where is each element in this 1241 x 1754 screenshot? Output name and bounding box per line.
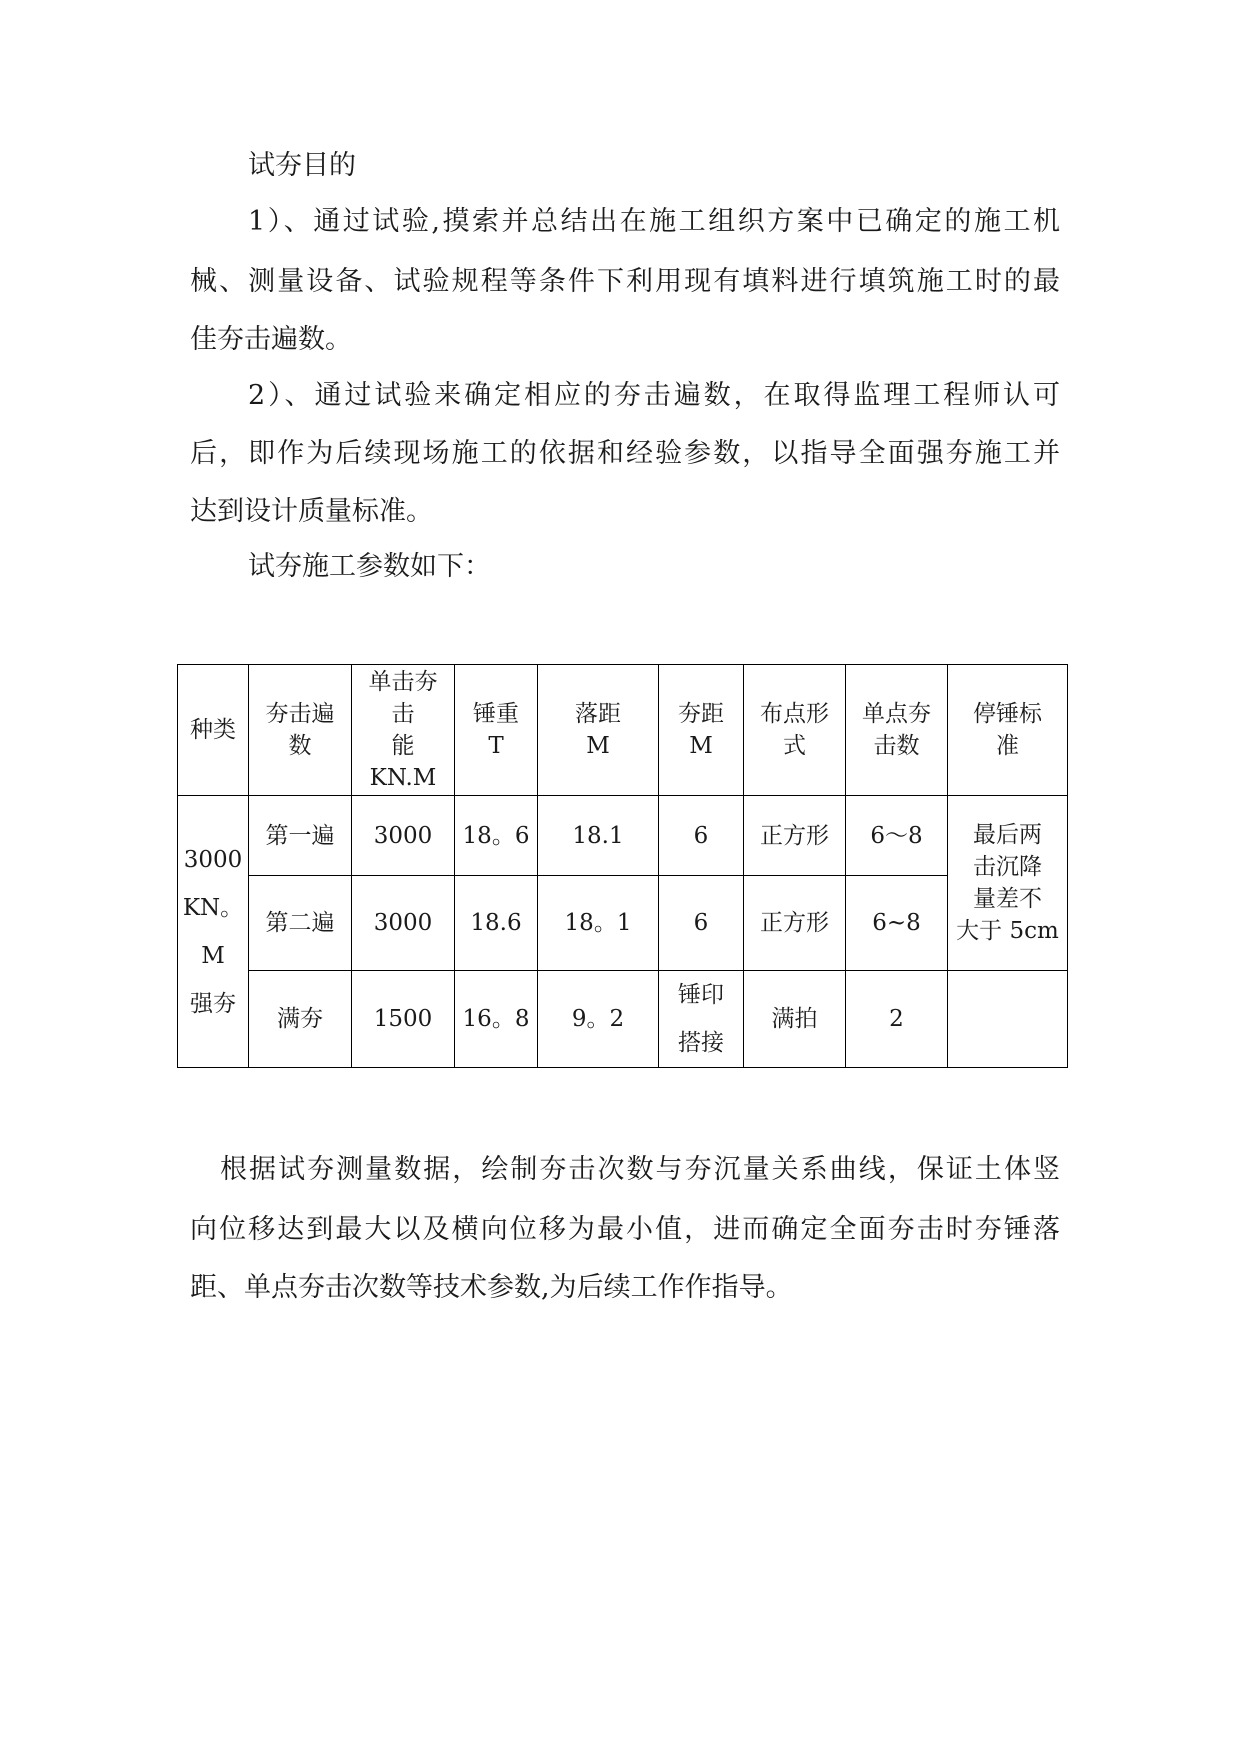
table-cell: 满拍 bbox=[744, 971, 846, 1068]
parameters-table bbox=[177, 664, 1068, 1068]
paragraph-1-line-3: 佳夯击遍数。 bbox=[190, 324, 352, 355]
header-cell: 单击夯 击 能 KN.M bbox=[352, 665, 455, 796]
cell-line: 锤印 bbox=[678, 982, 724, 1008]
empty-cell bbox=[948, 971, 1068, 1068]
table-cell: 6 bbox=[659, 876, 744, 971]
header-cell: 种类 bbox=[178, 665, 249, 796]
cell-line: 搭接 bbox=[678, 1030, 724, 1056]
table-cell bbox=[659, 971, 744, 1068]
table-cell: 18.1 bbox=[538, 796, 659, 876]
table-cell: 2 bbox=[846, 971, 948, 1068]
header-cell: 落距 M bbox=[538, 665, 659, 796]
table-cell: 1500 bbox=[352, 971, 455, 1068]
table-cell: 满夯 bbox=[249, 971, 352, 1068]
table-cell: 6～8 bbox=[846, 796, 948, 876]
table-row bbox=[178, 971, 1068, 1068]
table-cell: 第二遍 bbox=[249, 876, 352, 971]
paragraph-1-line-2: 械、测量设备、试验规程等条件下利用现有填料进行填筑施工时的最 bbox=[190, 266, 1060, 297]
table-header-row bbox=[178, 665, 1068, 796]
table-cell: 正方形 bbox=[744, 796, 846, 876]
stop-standard-cell: 最后两 击沉降 量差不 大于 5cm bbox=[948, 796, 1068, 971]
paragraph-2-line-2: 后，即作为后续现场施工的依据和经验参数，以指导全面强夯施工并 bbox=[190, 438, 1060, 469]
table-cell: 正方形 bbox=[744, 876, 846, 971]
paragraph-3-line-2: 向位移达到最大以及横向位移为最小值，进而确定全面夯击时夯锤落 bbox=[190, 1214, 1060, 1245]
header-cell: 单点夯 击数 bbox=[846, 665, 948, 796]
paragraph-2-line-1: 2）、通过试验来确定相应的夯击遍数，在取得监理工程师认可 bbox=[248, 380, 1060, 411]
table-cell: 18。1 bbox=[538, 876, 659, 971]
header-cell: 锤重 T bbox=[455, 665, 538, 796]
table-cell: 6~8 bbox=[846, 876, 948, 971]
paragraph-3-line-1: 根据试夯测量数据，绘制夯击次数与夯沉量关系曲线，保证土体竖 bbox=[220, 1154, 1060, 1185]
table-cell: 9。2 bbox=[538, 971, 659, 1068]
category-cell: 3000 KN。M 强夯 bbox=[178, 796, 249, 1068]
paragraph-1-line-1: 1）、通过试验,摸索并总结出在施工组织方案中已确定的施工机 bbox=[248, 206, 1060, 237]
table-cell: 3000 bbox=[352, 876, 455, 971]
table-cell: 18.6 bbox=[455, 876, 538, 971]
table-cell: 18。6 bbox=[455, 796, 538, 876]
header-cell: 布点形 式 bbox=[744, 665, 846, 796]
paragraph-2-line-3: 达到设计质量标准。 bbox=[190, 496, 433, 527]
paragraph-3-line-3: 距、单点夯击次数等技术参数,为后续工作作指导。 bbox=[190, 1272, 793, 1303]
table-cell: 第一遍 bbox=[249, 796, 352, 876]
table-cell: 6 bbox=[659, 796, 744, 876]
section-heading: 试夯目的 bbox=[248, 150, 356, 181]
table-cell: 3000 bbox=[352, 796, 455, 876]
table-intro: 试夯施工参数如下： bbox=[248, 551, 491, 582]
table-row bbox=[178, 876, 1068, 971]
header-cell: 停锤标 准 bbox=[948, 665, 1068, 796]
table-cell: 16。8 bbox=[455, 971, 538, 1068]
header-cell: 夯击遍 数 bbox=[249, 665, 352, 796]
table-row bbox=[178, 796, 1068, 876]
header-cell: 夯距 M bbox=[659, 665, 744, 796]
